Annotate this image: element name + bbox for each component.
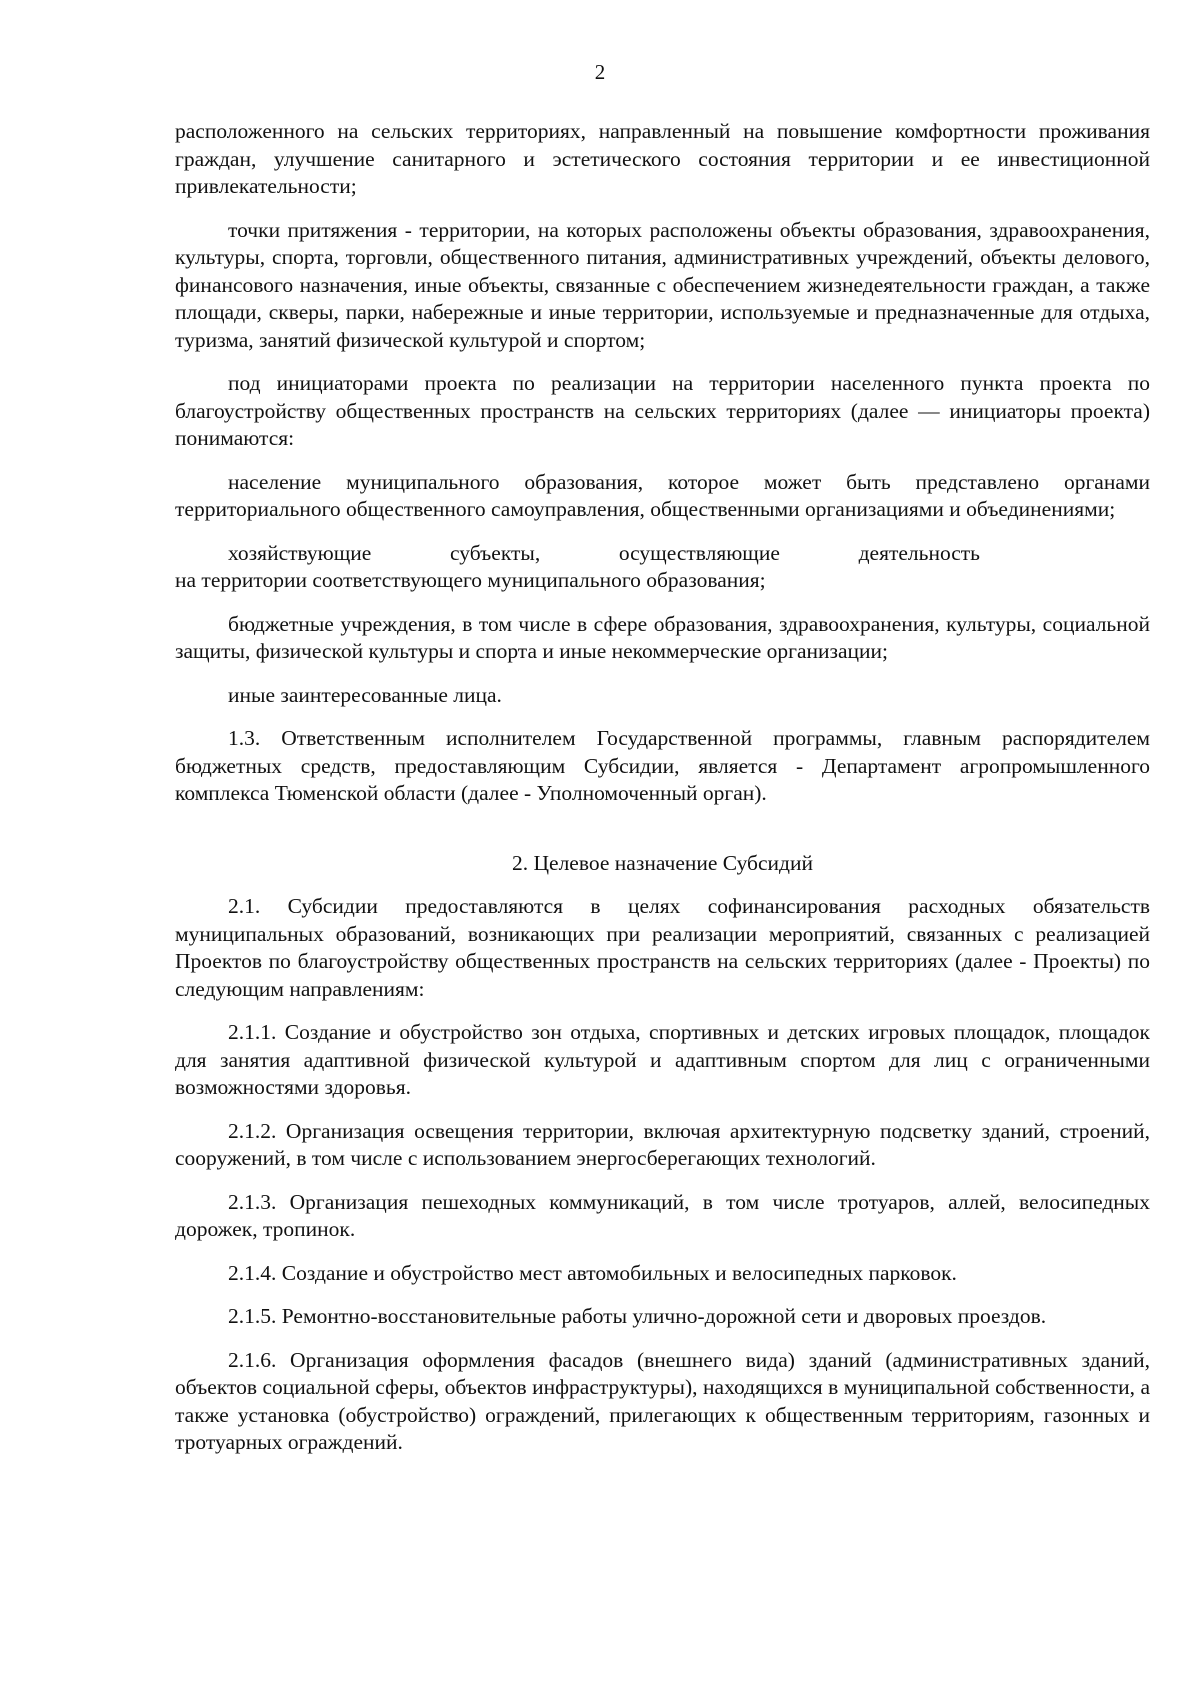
page-number: 2 xyxy=(594,60,606,84)
word-4: деятельность xyxy=(858,540,980,565)
paragraph-2-1: 2.1. Субсидии предоставляются в целях софинансирования расходных обязательств муниципальных образований, возникающих при реализации мероприятий, связанных с реализацией Проектов по благоустройству общественных пространств на сельских территориях (далее - Проекты) по следующим направлениям: xyxy=(175,894,1150,1001)
business-entities-first-line xyxy=(175,540,1150,568)
section-heading-2: 2. Целевое назначение Субсидий xyxy=(512,850,813,875)
paragraph-2-1-3: 2.1.3. Организация пешеходных коммуникаций, в том числе тротуаров, аллей, велосипедных дорожек, тропинок. xyxy=(175,1189,1150,1241)
word-1: хозяйствующие xyxy=(228,540,372,565)
word-2: субъекты, xyxy=(450,540,541,565)
document-body xyxy=(175,118,1150,1473)
business-entities-second-line: на территории соответствующего муниципального образования; xyxy=(175,568,766,592)
paragraph-1-3: 1.3. Ответственным исполнителем Государственной программы, главным распорядителем бюджетных средств, предоставляющим Субсидии, является - Департамент агропромышленного комплекса Тюменской области (далее - Уполномоченный орган). xyxy=(175,726,1150,805)
paragraph-continuation: расположенного на сельских территориях, направленный на повышение комфортности проживания граждан, улучшение санитарного и эстетического состояния территории и ее инвестиционной привлекательности; xyxy=(175,119,1150,198)
paragraph-population: население муниципального образования, которое может быть представлено органами территориального общественного самоуправления, общественными организациями и объединениями; xyxy=(175,469,1150,521)
paragraph-budget-institutions: бюджетные учреждения, в том числе в сфере образования, здравоохранения, культуры, социальной защиты, физической культуры и спорта и иные некоммерческие организации; xyxy=(175,611,1150,663)
paragraph-2-1-4: 2.1.4. Создание и обустройство мест автомобильных и велосипедных парковок. xyxy=(228,1260,957,1285)
paragraph-2-1-5: 2.1.5. Ремонтно-восстановительные работы улично-дорожной сети и дворовых проездов. xyxy=(228,1304,1047,1328)
paragraph-other-parties: иные заинтересованные лица. xyxy=(228,682,502,707)
paragraph-attraction-points: точки притяжения - территории, на которых расположены объекты образования, здравоохранения, культуры, спорта, торговли, общественного питания, административных учреждений, объекты делового, финансового назначения, иные объекты, связанные с обеспечением жизнедеятельности граждан, а также площади, скверы, парки, набережные и иные территории, используемые и предназначенные для отдыха, туризма, занятий физической культурой и спортом; xyxy=(175,217,1150,352)
paragraph-business-entities xyxy=(175,540,1150,595)
paragraph-2-1-2: 2.1.2. Организация освещения территории, включая архитектурную подсветку зданий, строений, сооружений, в том числе с использованием энергосберегающих технологий. xyxy=(175,1118,1150,1170)
paragraph-2-1-6: 2.1.6. Организация оформления фасадов (внешнего вида) зданий (административных зданий, объектов социальной сферы, объектов инфраструктуры), находящихся в муниципальной собственности, а также установка (обустройство) ограждений, прилегающих к общественным территориям, газонных и тротуарных ограждений. xyxy=(175,1347,1150,1454)
paragraph-2-1-1: 2.1.1. Создание и обустройство зон отдыха, спортивных и детских игровых площадок, площадок для занятия адаптивной физической культурой и адаптивным спортом для лиц с ограниченными возможностями здоровья. xyxy=(175,1020,1150,1099)
paragraph-initiators: под инициаторами проекта по реализации на территории населенного пункта проекта по благоустройству общественных пространств на сельских территориях (далее — инициаторы проекта) понимаются: xyxy=(175,371,1150,450)
word-3: осуществляющие xyxy=(618,540,780,565)
